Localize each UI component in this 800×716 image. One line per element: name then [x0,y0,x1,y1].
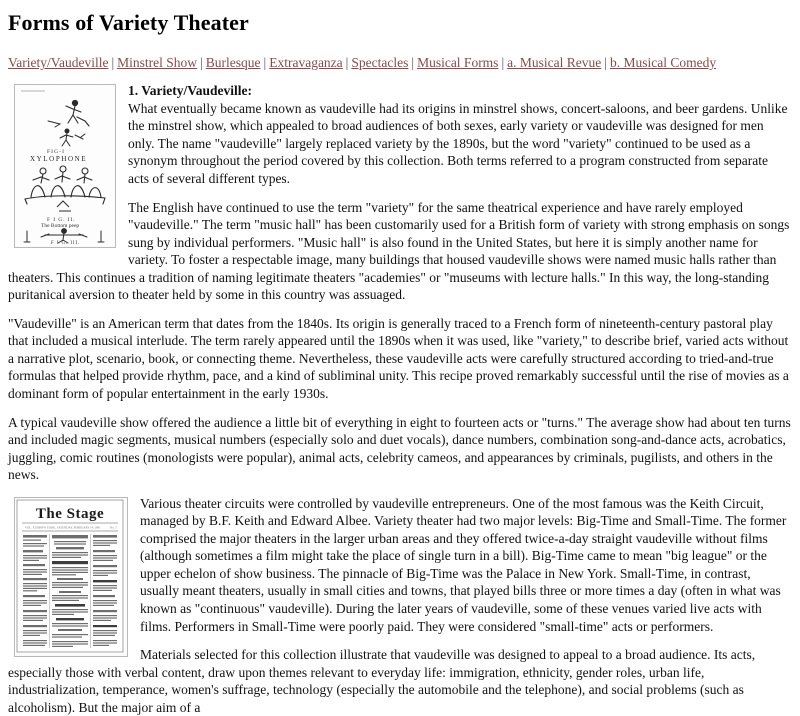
nav-separator: | [345,55,349,70]
figure-xylophone-sketch[interactable] [14,84,116,248]
xylophone-sketch-image [15,85,113,245]
nav-link-burlesque[interactable]: Burlesque [205,55,261,70]
nav-link-spectacles[interactable]: Spectacles [351,55,409,70]
nav-link-musical-comedy[interactable]: b. Musical Comedy [609,55,717,70]
paragraph-typical-show: A typical vaudeville show offered the audience a little bit of everything in eight to fourteen acts or "turns." The average show had about ten turns and included magic segments, musical numbers (especially solo and duet vocals), dance numbers, combination song-and-dance acts, acrobatics, juggling, comic routines (monologists were popular), animal acts, celebrity cameos, and appearances by criminals, pugilists, and others in the news. [8,414,791,483]
paragraph-theater-circuits: Various theater circuits were controlled by vaudeville entrepreneurs. One of the most famous was the Keith Circuit, managed by B.F. Keith and Edward Albee. Variety theater had two major levels: Big-Time and Small-Time. The former comprised the major theaters in the larger urban areas and they offered twice-a-day straight vaudeville without films (although sometimes a film might take the place of single turn in a bill). Big-Time came to mean "big league" or the upper echelon of show business. The pinnacle of Big-Time was the Palace in New York. Small-Time, in contrast, usually meant theaters, usually in small cities and towns, that played bills three or more times a day (often in what was known as "continuous" vaudeville). During the later years of vaudeville, some of these venues varied live acts with films. Performers in Small-Time were poorly paid. They were considered "small-time" acts or performers. [140,495,787,634]
nav-separator: | [411,55,415,70]
nav-separator: | [501,55,505,70]
nav-separator: | [200,55,203,70]
svg-text:VOL. XXIII: VOL. XXIII [25,525,40,530]
newspaper-masthead: The Stage [35,505,105,522]
nav-separator: | [111,55,115,70]
the-stage-newspaper-image [15,498,125,654]
figure-label-xylophone: XYLOPHONE [30,155,88,164]
figure-label-fig1: FIG-I [47,149,66,156]
nav-link-musical-revue[interactable]: a. Musical Revue [507,55,602,70]
nav-link-extravaganza[interactable]: Extravaganza [269,55,343,70]
figure-label-fig3: F I G. III. [51,241,81,246]
paragraph-english-variety: The English have continued to use the term "variety" for the same theatrical experience and have rarely employed "vaudeville." The term "music hall" has been customarily used for a British form of variety with strong emphasis on songs sung by individual performers. "Music hall" is also found in the United States, but here it is simply another name for variety. To foster a respectable image, many buildings that housed vaudeville shows were named music halls rather than theaters. This continues a tradition of naming legitimate theaters "academies" or "museums with lecture halls." In this way, the long-standing puritanical aversion to theater held by some in this country was assuaged. [8,199,790,303]
paragraph-text: What eventually became known as vaudeville had its origins in minstrel shows, concert-saloons, and beer gardens. Unlike the minstrel show, which appealed to broad audiences of both sexes, early variety or vaudeville was designed for men only. The name "vaudeville" largely replaced variety by the 1890s, but the word "variety" continued to be used as a synonym throughout the period covered by this collection. Both terms referred to a program constructed from separate acts of several different types. [128,100,788,186]
section-heading: 1. Variety/Vaudeville: [128,83,253,99]
svg-text:No. 7: No. 7 [110,525,117,530]
figure-the-stage-newspaper[interactable] [14,497,128,657]
nav-link-musical-forms[interactable]: Musical Forms [417,55,499,70]
figure-caption-bottom-peep: The Bottom peep [41,223,80,230]
nav-link-minstrel-show[interactable]: Minstrel Show [117,55,198,70]
nav-link-variety-vaudeville[interactable]: Variety/Vaudeville [8,55,109,70]
page-title: Forms of Variety Theater [8,10,249,35]
svg-text:NEW YORK, SATURDAY, FEBRUARY 1: NEW YORK, SATURDAY, FEBRUARY 14, 1891 [39,525,101,530]
paragraph-materials-collection: Materials selected for this collection illustrate that vaudeville was designed to appeal to a broad audience. Its acts, especially those with verbal content, draw upon themes relevant to everyday life: immigration, ethnicity, gender roles, urban life, industrialization, temperance, women's suffrage, technology (especially the automobile and the telephone), and social problems (such as alcoholism). But the major aim of a [8,647,756,715]
section-intro-paragraph [8,82,792,187]
paragraph-vaudeville-origin: "Vaudeville" is an American term that dates from the 1840s. Its origin is generally traced to a French form of nineteenth-century pastoral play that included a musical interlude. The term rarely appeared until the 1890s when it was used, like "variety," to describe brief, varied acts without a narrative plot, scenario, book, or connecting theme. Nevertheless, these vaudeville acts were carefully structured according to tried-and-true formulas that helped provide rhythm, pace, and a kind of subliminal unity. This recipe proved remarkably successful until the rise of movies as a dominant form of popular entertainment in the early 1930s. [8,315,789,401]
figure-label-fig2: F I G. II. [47,217,76,224]
nav-separator: | [263,55,267,70]
nav-separator: | [604,55,607,70]
section-nav [8,54,792,72]
